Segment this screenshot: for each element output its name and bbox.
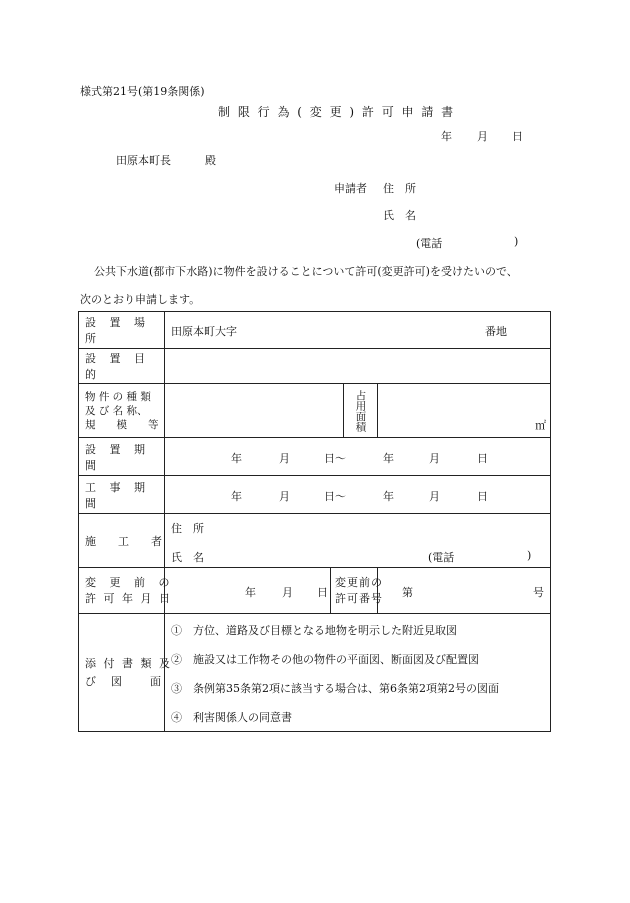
attachments-list: [165, 614, 551, 732]
location-field[interactable]: [165, 312, 551, 349]
prior-date-label: 変 更 前 の 許 可 年 月 日: [79, 568, 165, 614]
contractor-name-label: 氏 名: [171, 551, 204, 564]
attachment-item: ① 方位、道路及び目標となる地物を明示した附近見取図: [171, 624, 457, 637]
applicant-label: 申請者: [334, 182, 367, 195]
attachment-item: ④ 利害関係人の同意書: [171, 711, 292, 724]
location-prefix: 田原本町大字: [171, 325, 237, 338]
attachments-label: 添 付 書 類 及 び 図 面: [79, 614, 165, 732]
row-prior-permit: [79, 568, 551, 614]
applicant-address-label: 住 所: [383, 182, 416, 195]
object-label: 物 件 の 種 類 及 び 名 称、 規 模 等: [79, 384, 165, 438]
contractor-label: 施 工 者: [79, 514, 165, 568]
row-contractor: [79, 514, 551, 568]
body-text-line-1: 公共下水道(都市下水路)に物件を設けることについて許可(変更許可)を受けたいので、: [94, 265, 518, 278]
page-title: 制 限 行 為 ( 変 更 ) 許 可 申 請 書: [218, 105, 456, 119]
applicant-name-label: 氏 名: [383, 209, 416, 222]
applicant-phone-open: (電話: [416, 237, 443, 250]
location-suffix: 番地: [485, 325, 507, 338]
row-attachments: [79, 614, 551, 732]
contractor-phone-close: ): [527, 549, 532, 562]
row-object: [79, 384, 551, 438]
row-install-period: [79, 438, 551, 476]
prior-date-field[interactable]: 年 月 日: [165, 568, 331, 614]
area-unit: ㎡: [535, 419, 547, 432]
honorific: 殿: [205, 154, 216, 167]
purpose-label: 設 置 目 的: [79, 349, 165, 384]
prior-number-label: 変更前の 許可番号: [331, 568, 378, 614]
contractor-field[interactable]: [165, 514, 551, 568]
prior-number-field[interactable]: 第 号: [378, 568, 551, 614]
date-year: 年: [441, 130, 452, 143]
occupied-area-label: 占用面積: [344, 384, 378, 438]
attachment-item: ③ 条例第35条第2項に該当する場合は、第6条第2項第2号の図面: [171, 682, 499, 695]
body-text-line-2: 次のとおり申請します。: [80, 293, 201, 306]
attachment-item: ② 施設又は工作物その他の物件の平面図、断面図及び配置図: [171, 653, 479, 666]
object-field[interactable]: [165, 384, 344, 438]
contractor-address-label: 住 所: [171, 522, 204, 535]
contractor-phone-open: (電話: [428, 551, 455, 564]
application-table: [78, 311, 551, 732]
row-location: [79, 312, 551, 349]
work-period-field[interactable]: 年 月 日～ 年 月 日: [165, 476, 551, 514]
install-period-label: 設 置 期 間: [79, 438, 165, 476]
addressee: 田原本町長: [116, 154, 171, 167]
location-label: 設 置 場 所: [79, 312, 165, 349]
date-month: 月: [477, 130, 488, 143]
applicant-phone-close: ): [514, 235, 519, 248]
purpose-field[interactable]: [165, 349, 551, 384]
work-period-label: 工 事 期 間: [79, 476, 165, 514]
row-work-period: [79, 476, 551, 514]
form-number: 様式第21号(第19条関係): [80, 85, 205, 98]
install-period-field[interactable]: 年 月 日～ 年 月 日: [165, 438, 551, 476]
row-purpose: [79, 349, 551, 384]
date-day: 日: [512, 130, 523, 143]
occupied-area-field[interactable]: [378, 384, 551, 438]
